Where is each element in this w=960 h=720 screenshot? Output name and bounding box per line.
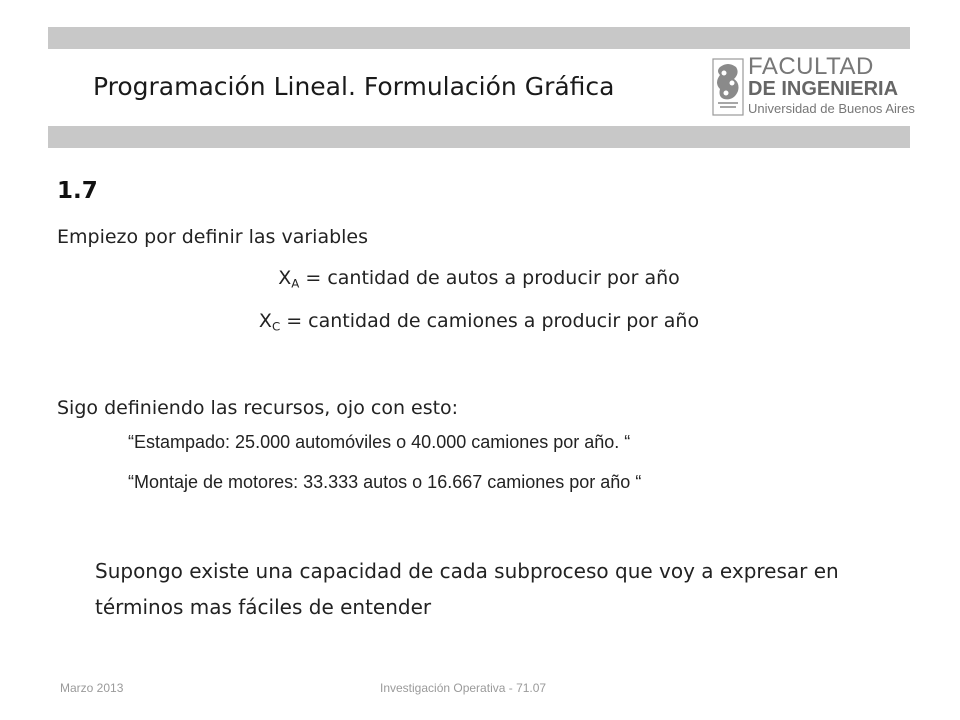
logo-line-faculty: FACULTAD (748, 53, 874, 80)
resources-intro: Sigo definiendo las recursos, ojo con esto: (57, 397, 459, 419)
header-band-top (48, 27, 910, 49)
variable-subscript: A (291, 276, 300, 291)
closing-paragraph: Supongo existe una capacidad de cada subproceso que voy a expresar en términos mas fáciles de entender (95, 559, 839, 619)
faculty-logo (712, 53, 915, 117)
intro-text: Empiezo por definir las variables (57, 226, 369, 248)
footer-course: Investigación Operativa - 71.07 (380, 681, 547, 695)
variable-definition (48, 310, 910, 334)
variable-description: = cantidad de autos a producir por año (305, 267, 680, 289)
variable-description: = cantidad de camiones a producir por año (286, 310, 700, 332)
header-band-bottom (48, 126, 910, 148)
variable-symbol: X (258, 310, 272, 332)
section-number: 1.7 (57, 178, 98, 204)
variable-symbol: X (278, 267, 292, 289)
variable-subscript: C (271, 319, 281, 334)
slide-title: Programación Lineal. Formulación Gráfica (93, 72, 615, 101)
logo-line-university: Universidad de Buenos Aires (748, 101, 915, 116)
variable-definition (48, 267, 910, 291)
resource-quote-stamping: “Estampado: 25.000 automóviles o 40.000 camiones por año. “ (128, 432, 631, 452)
resource-quote-engine-assembly: “Montaje de motores: 33.333 autos o 16.667 camiones por año “ (128, 472, 642, 492)
logo-line-engineering: DE INGENIERIA (748, 78, 899, 100)
footer-date: Marzo 2013 (60, 681, 124, 695)
faculty-logo-icon (712, 57, 748, 117)
